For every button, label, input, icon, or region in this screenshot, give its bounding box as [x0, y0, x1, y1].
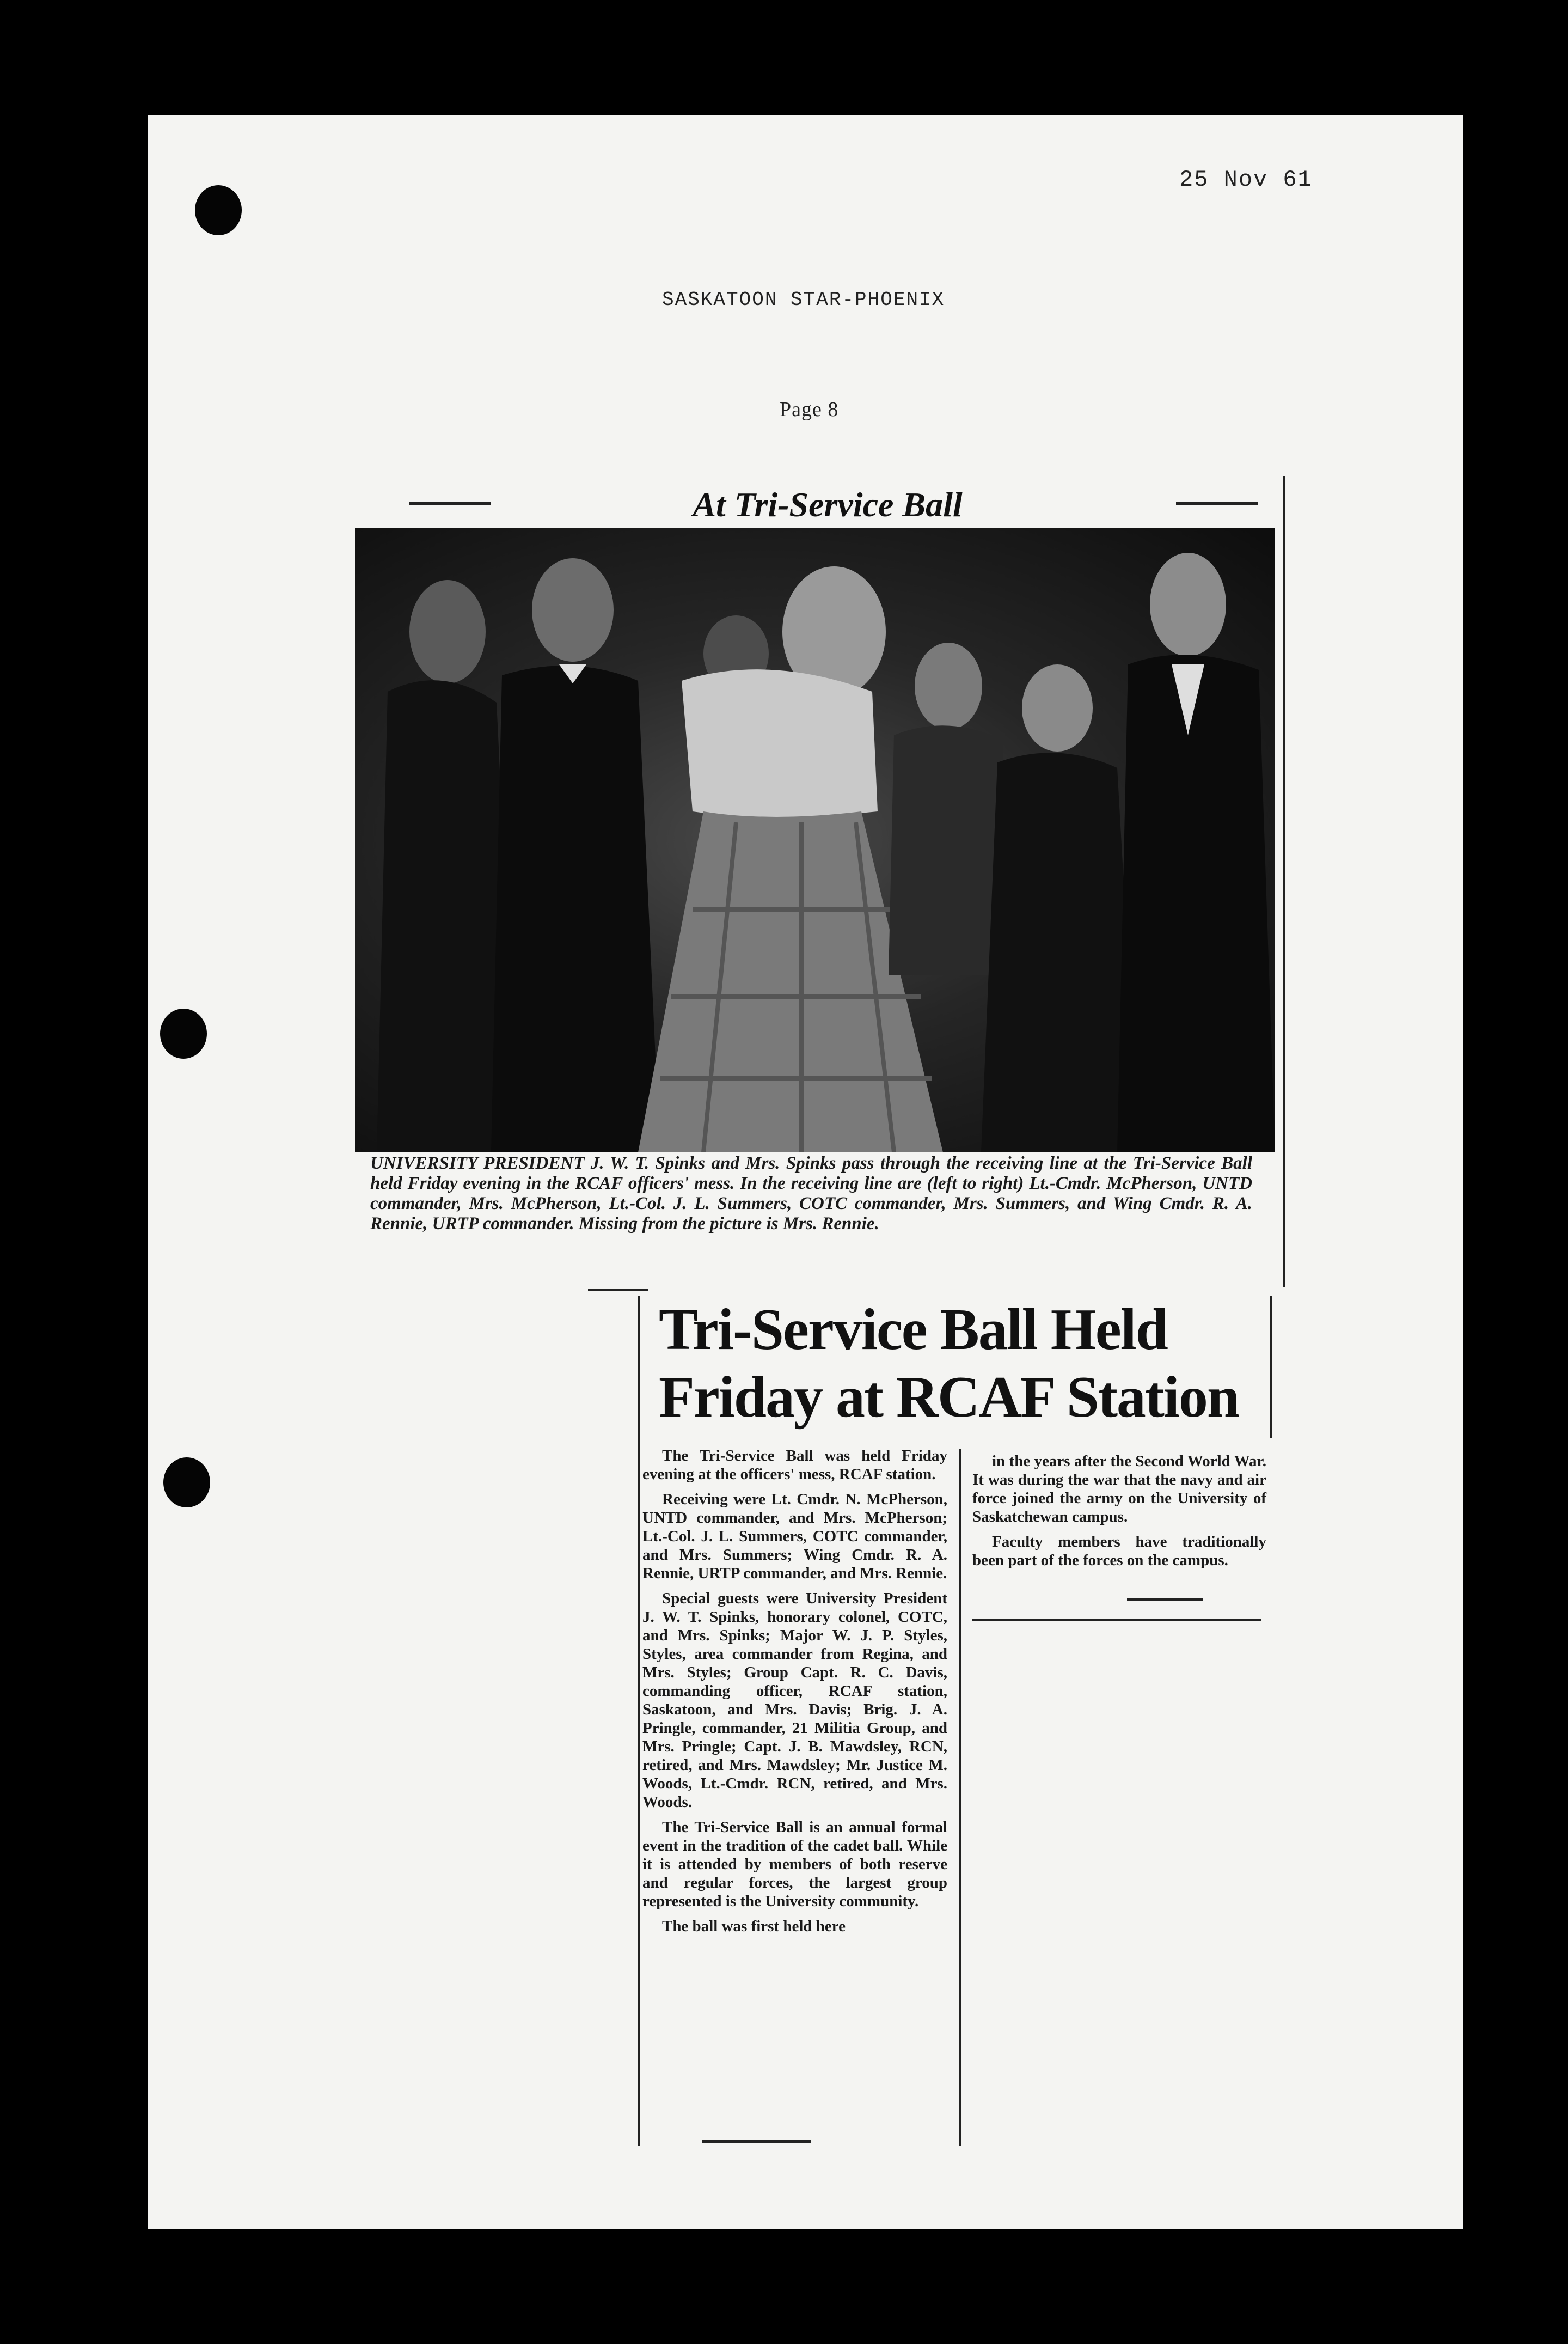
title-rule-right [1176, 502, 1258, 505]
title-rule-left [409, 502, 491, 505]
page-number: Page 8 [780, 398, 839, 421]
newspaper-name: SASKATOON STAR-PHOENIX [662, 289, 945, 311]
column-bottom-rule [702, 2140, 811, 2143]
article-column-right [972, 1452, 1266, 1576]
article-paragraph: Faculty members have traditionally been part of the forces on the campus. [972, 1533, 1266, 1569]
article-paragraph: The Tri-Service Ball is an annual formal event in the tradition of the cadet ball. While it is attended by members of both reserve and regular forces, the largest group represented is the University community. [642, 1818, 947, 1910]
punch-hole-middle [160, 1009, 207, 1059]
article-paragraph: in the years after the Second World War. It was during the war that the navy and air force joined the army on the University of Saskatchewan campus. [972, 1452, 1266, 1525]
article-headline: Tri-Service Ball Held Friday at RCAF Station [659, 1297, 1239, 1430]
article-border-right [1270, 1296, 1272, 1438]
punch-hole-bottom [163, 1457, 210, 1507]
clipping-date: 25 Nov 61 [1179, 167, 1313, 193]
caption-rule [588, 1289, 648, 1291]
punch-hole-top [195, 185, 242, 235]
article-column-left [642, 1446, 947, 1942]
article-border-left [638, 1296, 640, 2146]
article-paragraph: Special guests were University President J. W. T. Spinks, honorary colonel, COTC, and Mrs. Spinks; Major W. J. P. Styles, Styles, area commander from Regina, and Mrs. Styles; Group Capt. R. C. Davis, commanding officer, RCAF station, Saskatoon, and Mrs. Davis; Brig. J. A. Pringle, commander, 21 Militia Group, and Mrs. Pringle; Capt. J. B. Mawdsley, RCN, retired, and Mrs. Mawdsley; Mr. Justice M. Woods, Lt.-Cmdr. RCN, retired, and Mrs. Woods. [642, 1590, 947, 1811]
end-rule-short [1127, 1598, 1203, 1601]
halftone-photograph [355, 528, 1275, 1152]
end-rule-long [972, 1619, 1261, 1621]
clipping-border-right [1283, 476, 1285, 1287]
article-paragraph: Receiving were Lt. Cmdr. N. McPherson, UNTD commander, and Mrs. McPherson; Lt.-Col. J. L. Summers, COTC commander, and Mrs. Summers; Wing Cmdr. R. A. Rennie, URTP commander, and Mrs. Rennie. [642, 1491, 947, 1582]
photo-title: At Tri-Service Ball [693, 485, 963, 524]
article-paragraph: The Tri-Service Ball was held Friday evening at the officers' mess, RCAF station. [642, 1447, 947, 1483]
photo-figures [355, 528, 1275, 1152]
article-paragraph: The ball was first held here [662, 1918, 846, 1935]
photo-caption: UNIVERSITY PRESIDENT J. W. T. Spinks and Mrs. Spinks pass through the receiving line at the Tri-Service Ball held Friday evening in the RCAF officers' mess. In the receiving line are (left to right) Lt.-Cmdr. McPherson, UNTD commander, Mrs. McPherson, Lt.-Col. J. L. Summers, COTC commander, Mrs. Summers, and Wing Cmdr. R. A. Rennie, URTP commander. Missing from the picture is Mrs. Rennie. [370, 1153, 1252, 1234]
column-divider [959, 1449, 961, 2146]
